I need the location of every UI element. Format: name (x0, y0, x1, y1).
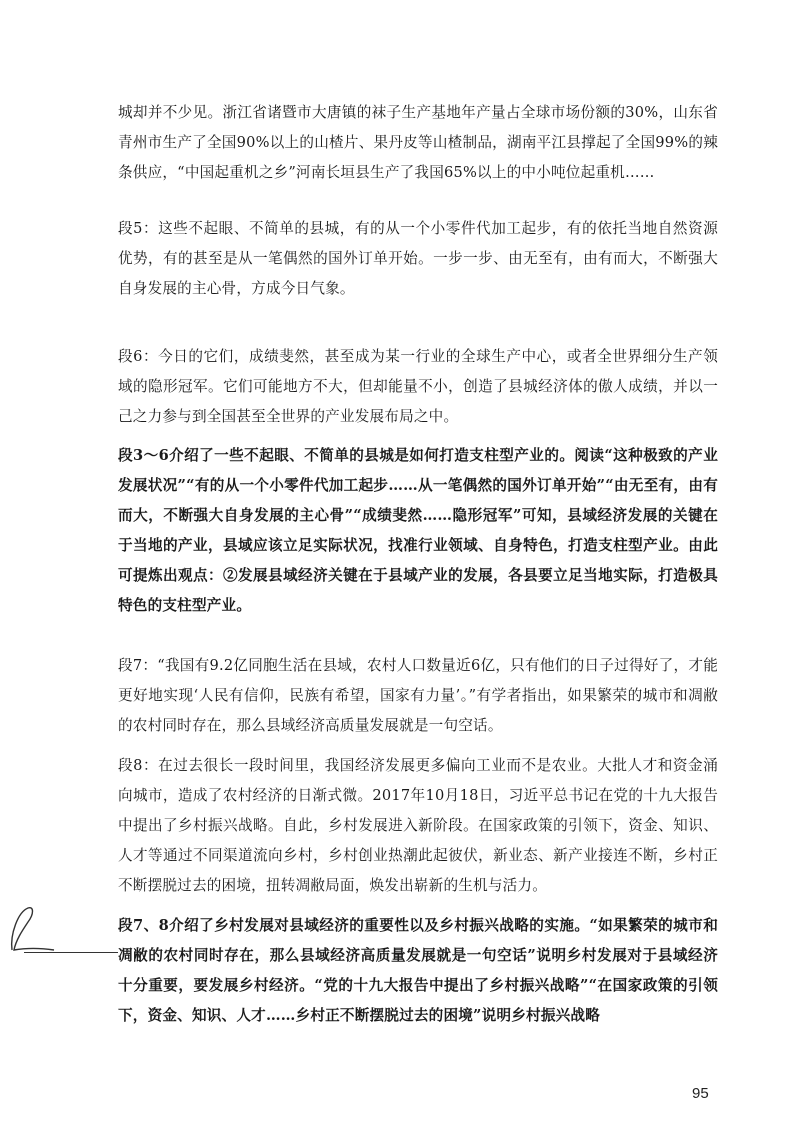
paragraph-2: 段5：这些不起眼、不简单的县城，有的从一个小零件代加工起步，有的依托当地自然资源优势，有的甚至是从一笔偶然的国外订单开始。一步一步、由无至有，由有而大，不断强大自身发展的主心骨，方成今日气象。 (118, 220, 718, 297)
paragraph-4: 段7：“我国有9.2亿同胞生活在县域，农村人口数量近6亿，只有他们的日子过得好了，才能更好地实现‘人民有信仰，民族有希望，国家有力量’。”有学者指出，如果繁荣的城市和凋敝的农村同时存在，那么县域经济高质量发展就是一句空话。 (118, 657, 718, 734)
margin-rule (24, 952, 118, 953)
analysis-paragraph-1: 段3～6介绍了一些不起眼、不简单的县城是如何打造支柱型产业的。阅读“这种极致的产业发展状况”“有的从一个小零件代加工起步……从一笔偶然的国外订单开始”“由无至有，由有而大，不断强大自身发展的主心骨”“成绩斐然……隐形冠军”可知，县域经济发展的关键在于当地的产业，县域应该立足实际状况，找准行业领域、自身特色，打造支柱型产业。由此可提炼出观点：②发展县域经济关键在于县域产业的发展，各县要立足当地实际，打造极具特色的支柱型产业。 (118, 447, 718, 614)
pen-mark-icon (4, 904, 64, 954)
paragraph-1: 城却并不少见。浙江省诸暨市大唐镇的袜子生产基地年产量占全球市场份额的30%，山东省青州市生产了全国90%以上的山楂片、果丹皮等山楂制品，湖南平江县撑起了全国99%的辣条供应，“中国起重机之乡”河南长垣县生产了我国65%以上的中小吨位起重机…… (118, 104, 718, 181)
paragraph-3: 段6：今日的它们，成绩斐然，甚至成为某一行业的全球生产中心，或者全世界细分生产领域的隐形冠军。它们可能地方不大，但却能量不小，创造了县城经济体的傲人成绩，并以一己之力参与到全国甚至全世界的产业发展布局之中。 (118, 348, 718, 425)
analysis-paragraph-2: 段7、8介绍了乡村发展对县域经济的重要性以及乡村振兴战略的实施。“如果繁荣的城市和凋敝的农村同时存在，那么县域经济高质量发展就是一句空话”说明乡村发展对于县域经济十分重要，要发展乡村经济。“党的十九大报告中提出了乡村振兴战略”“在国家政策的引领下，资金、知识、人才……乡村正不断摆脱过去的困境”说明乡村振兴战略 (118, 917, 718, 1024)
page-number: 95 (692, 1085, 709, 1102)
paragraph-5: 段8：在过去很长一段时间里，我国经济发展更多偏向工业而不是农业。大批人才和资金涌向城市，造成了农村经济的日渐式微。2017年10月18日，习近平总书记在党的十九大报告中提出了乡村振兴战略。自此，乡村发展进入新阶段。在国家政策的引领下，资金、知识、人才等通过不同渠道流向乡村，乡村创业热潮此起彼伏，新业态、新产业接连不断，乡村正不断摆脱过去的困境，扭转凋敝局面，焕发出崭新的生机与活力。 (118, 757, 718, 894)
